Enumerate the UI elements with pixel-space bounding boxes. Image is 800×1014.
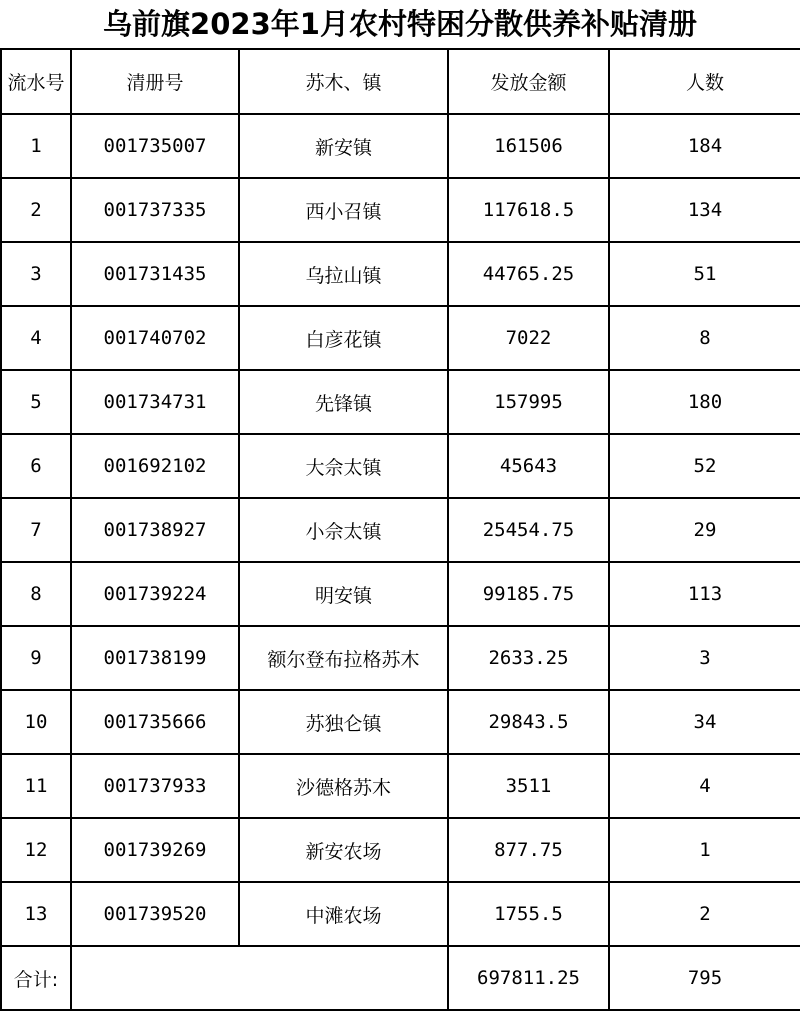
cell-roster-no: 001737335 [71,178,239,242]
cell-amount: 25454.75 [448,498,609,562]
cell-roster-no: 001738199 [71,626,239,690]
cell-people: 8 [609,306,800,370]
cell-amount: 3511 [448,754,609,818]
cell-town: 苏独仑镇 [239,690,448,754]
cell-people: 52 [609,434,800,498]
total-label: 合计: [1,946,71,1010]
cell-serial: 8 [1,562,71,626]
cell-serial: 10 [1,690,71,754]
cell-amount: 29843.5 [448,690,609,754]
cell-roster-no: 001731435 [71,242,239,306]
cell-town: 中滩农场 [239,882,448,946]
total-people: 795 [609,946,800,1010]
header-serial: 流水号 [1,49,71,114]
cell-amount: 2633.25 [448,626,609,690]
header-town: 苏木、镇 [239,49,448,114]
cell-amount: 44765.25 [448,242,609,306]
table-row [1,498,800,562]
cell-people: 180 [609,370,800,434]
cell-people: 34 [609,690,800,754]
cell-roster-no: 001735666 [71,690,239,754]
table-row [1,754,800,818]
cell-town: 沙德格苏木 [239,754,448,818]
cell-roster-no: 001735007 [71,114,239,178]
header-people: 人数 [609,49,800,114]
cell-people: 51 [609,242,800,306]
cell-people: 113 [609,562,800,626]
cell-serial: 11 [1,754,71,818]
cell-serial: 6 [1,434,71,498]
cell-serial: 2 [1,178,71,242]
cell-people: 4 [609,754,800,818]
cell-serial: 9 [1,626,71,690]
header-row [1,49,800,114]
cell-town: 先锋镇 [239,370,448,434]
page-title: 乌前旗2023年1月农村特困分散供养补贴清册 [103,7,697,41]
cell-people: 29 [609,498,800,562]
cell-serial: 12 [1,818,71,882]
cell-people: 1 [609,818,800,882]
total-blank-cell [71,946,448,1010]
table-row [1,306,800,370]
cell-amount: 99185.75 [448,562,609,626]
cell-town: 额尔登布拉格苏木 [239,626,448,690]
table-row [1,434,800,498]
table-row [1,178,800,242]
cell-town: 大佘太镇 [239,434,448,498]
total-row [1,946,800,1010]
subsidy-roster-table [0,48,800,1011]
header-amount: 发放金额 [448,49,609,114]
header-roster-no: 清册号 [71,49,239,114]
cell-town: 乌拉山镇 [239,242,448,306]
cell-town: 白彦花镇 [239,306,448,370]
table-row [1,882,800,946]
cell-amount: 7022 [448,306,609,370]
table-row [1,626,800,690]
cell-roster-no: 001740702 [71,306,239,370]
cell-town: 新安农场 [239,818,448,882]
cell-roster-no: 001738927 [71,498,239,562]
cell-serial: 1 [1,114,71,178]
cell-town: 西小召镇 [239,178,448,242]
cell-amount: 117618.5 [448,178,609,242]
cell-amount: 877.75 [448,818,609,882]
cell-serial: 3 [1,242,71,306]
cell-town: 新安镇 [239,114,448,178]
cell-roster-no: 001739520 [71,882,239,946]
table-row [1,370,800,434]
cell-serial: 7 [1,498,71,562]
cell-amount: 1755.5 [448,882,609,946]
cell-roster-no: 001737933 [71,754,239,818]
cell-serial: 4 [1,306,71,370]
cell-serial: 13 [1,882,71,946]
total-amount: 697811.25 [448,946,609,1010]
cell-roster-no: 001692102 [71,434,239,498]
cell-roster-no: 001739269 [71,818,239,882]
table-row [1,242,800,306]
table-row [1,818,800,882]
cell-people: 134 [609,178,800,242]
cell-town: 明安镇 [239,562,448,626]
table-row [1,562,800,626]
table-body [1,114,800,946]
cell-amount: 161506 [448,114,609,178]
cell-town: 小佘太镇 [239,498,448,562]
cell-people: 184 [609,114,800,178]
cell-amount: 45643 [448,434,609,498]
cell-roster-no: 001739224 [71,562,239,626]
table-row [1,690,800,754]
cell-people: 3 [609,626,800,690]
cell-people: 2 [609,882,800,946]
cell-roster-no: 001734731 [71,370,239,434]
cell-serial: 5 [1,370,71,434]
cell-amount: 157995 [448,370,609,434]
table-row [1,114,800,178]
